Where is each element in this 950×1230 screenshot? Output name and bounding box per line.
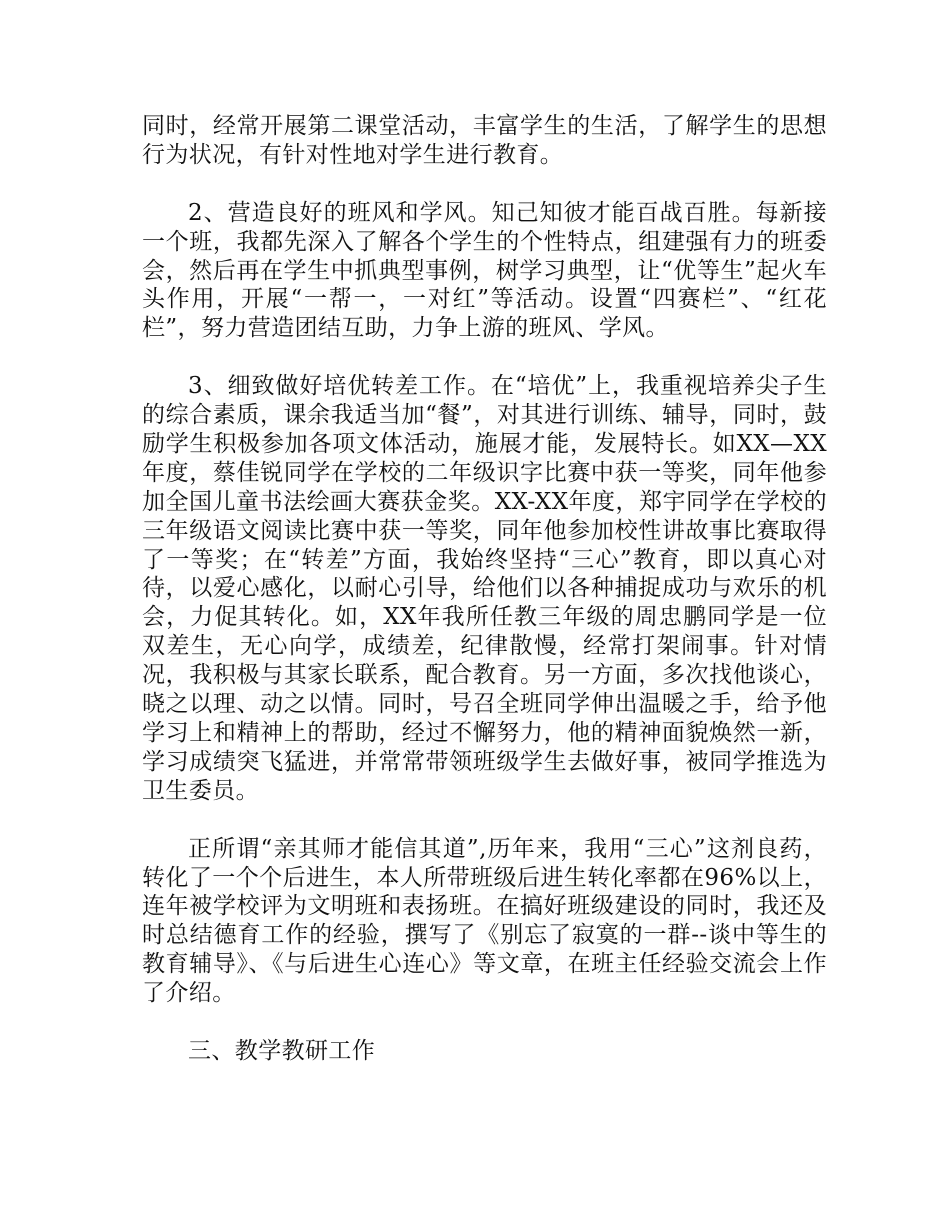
paragraph-gap (142, 170, 827, 199)
paragraph-gap (142, 343, 827, 372)
paragraph-gap (142, 1008, 827, 1037)
paragraph-3: 3、细致做好培优转差工作。在“培优”上，我重视培养尖子生的综合素质，课余我适当加“餐”，对其进行训练、辅导，同时，鼓励学生积极参加各项文体活动，施展才能，发展特长。如XX—XX年度，蔡佳锐同学在学校的二年级识字比赛中获一等奖，同年他参加全国儿童书法绘画大赛获金奖。XX-XX年度，郑宇同学在学校的三年级语文阅读比赛中获一等奖，同年他参加校性讲故事比赛取得了一等奖；在“转差”方面，我始终坚持“三心”教育，即以真心对待，以爱心感化，以耐心引导，给他们以各种捕捉成功与欢乐的机会，力促其转化。如，XX年我所任教三年级的周忠鹏同学是一位双差生，无心向学，成绩差，纪律散慢，经常打架闹事。针对情况，我积极与其家长联系，配合教育。另一方面，多次找他谈心，晓之以理、动之以情。同时，号召全班同学伸出温暖之手，给予他学习上和精神上的帮助，经过不懈努力，他的精神面貌焕然一新，学习成绩突飞猛进，并常常带领班级学生去做好事，被同学推选为卫生委员。 (142, 373, 827, 804)
paragraph-4: 正所谓“亲其师才能信其道”,历年来，我用“三心”这剂良药，转化了一个个后进生，本人所带班级后进生转化率都在96%以上，连年被学校评为文明班和表扬班。在搞好班级建设的同时，我还及时总结德育工作的经验，撰写了《别忘了寂寞的一群--谈中等生的教育辅导》、《与后进生心连心》等文章，在班主任经验交流会上作了介绍。 (142, 835, 827, 1007)
paragraph-gap (142, 806, 827, 835)
paragraph-1: 同时，经常开展第二课堂活动，丰富学生的生活，了解学生的思想行为状况，有针对性地对学生进行教育。 (142, 113, 827, 168)
section-heading: 三、教学教研工作 (188, 1037, 376, 1064)
paragraph-2: 2、营造良好的班风和学风。知己知彼才能百战百胜。每新接一个班，我都先深入了解各个学生的个性特点，组建强有力的班委会，然后再在学生中抓典型事例，树学习典型，让“优等生”起火车头作用，开展“一帮一，一对红”等活动。设置“四赛栏”、“红花栏”，努力营造团结互助，力争上游的班风、学风。 (142, 199, 827, 342)
document-body (142, 112, 827, 1066)
